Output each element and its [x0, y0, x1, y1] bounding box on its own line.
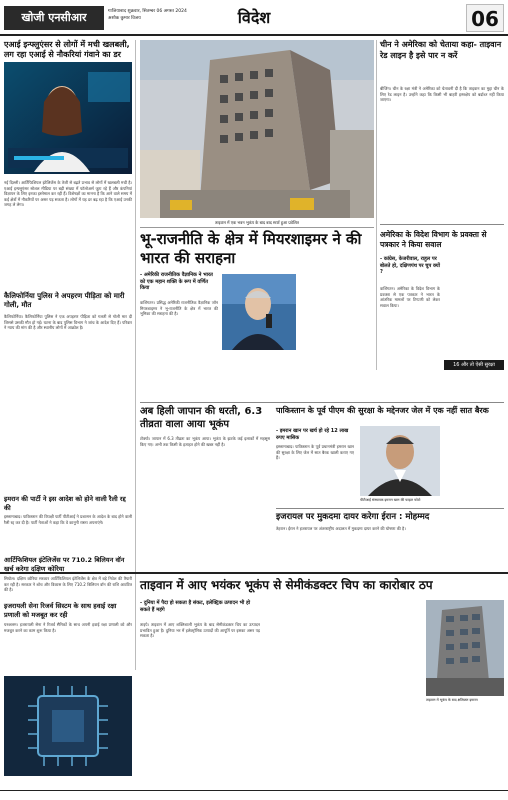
story-left-4-headline: आर्टिफिशियल इंटेलिजेंस पर 710.2 बिलियन वॉन खर्च करेगा दक्षिण कोरिया: [4, 556, 125, 573]
page-number: 06: [466, 4, 504, 32]
imran-photo: [360, 426, 440, 496]
story-left-1-body: नई दिल्ली। आर्टिफिशियल इंटेलिजेंस के तेजी से बढ़ते प्रभाव से लोगों में खलबली मची है। एआई इन्फ्लुएंसर सोशल मीडिया पर बड़ी संख्या में फॉलोअर्स जुटा रहे हैं और कंपनियां विज्ञापन के लिए इनका इस्तेमाल कर रही हैं। विशेषज्ञों का मानना है कि आने वाले समय में कई क्षेत्रों में नौकरियों पर असर पड़ सकता है। लोगों में यह डर बढ़ रहा है कि एआई उनकी जगह ले लेगा।: [4, 180, 132, 207]
story-israel-headline: इजरायल पर मुकदमा दायर करेगा ईरान : मोहम्मद: [276, 512, 430, 522]
dateline: [108, 8, 228, 22]
hero-quote: - अमेरिकी राजनीतिक वैज्ञानिक ने भारत को एक महान शक्ति के रूप में वर्णित किया: [140, 272, 213, 291]
left-column: [4, 40, 132, 600]
story-left-2-headline: कैलिफोर्निया पुलिस ने अपहरण पीड़िता को मारी गोली, मौत: [4, 292, 125, 309]
imran-photo-caption: पीटीआई संस्थापक इमरान खान की फाइल फोटो: [360, 498, 421, 502]
hero-body-col3: [222, 354, 296, 400]
section-title: विदेश: [237, 8, 271, 27]
story-right-1-headline: चीन ने अमेरिका को चेताया कहा- ताइवान रेड लाइन है इसे पार न करें: [380, 40, 502, 60]
story-right-1-body: बीजिंग। चीन के रक्षा मंत्री ने अमेरिका को चेतावनी दी है कि ताइवान का मुद्दा चीन के लिए रेड लाइन है। उन्होंने कहा कि किसी भी बाहरी हस्तक्षेप को बर्दाश्त नहीं किया जाएगा।: [380, 86, 504, 102]
israel-rule: [276, 508, 504, 509]
hero-body: वाशिंगटन। प्रसिद्ध अमेरिकी राजनीतिक वैज्ञानिक जॉन मियरशाइमर ने भू-राजनीति के क्षेत्र में भारत की भूमिका की सराहना की है।: [140, 300, 218, 316]
divider-right: [376, 40, 377, 370]
dateline-2: अशोक कुमार विजय: [108, 16, 141, 21]
story-quake-headline: अब हिली जापान की धरती, 6.3 तीव्रता वाला आया भूकंप: [140, 406, 263, 430]
story-israel-body: तेहरान। ईरान ने इजरायल पर अंतरराष्ट्रीय अदालत में मुकदमा दायर करने की घोषणा की है।: [276, 526, 406, 531]
bottom-body: ताइपे। ताइवान में आए शक्तिशाली भूकंप के बाद सेमीकंडक्टर चिप का उत्पादन प्रभावित हुआ है। दुनिया भर में इलेक्ट्रॉनिक उत्पादों की आपूर्ति पर इसका असर पड़ सकता है।: [140, 622, 260, 638]
side-link[interactable]: [444, 360, 504, 370]
hero-photo: [140, 40, 374, 218]
story-left-1-headline: एआई इन्फ्लुएंसर से लोगों में मची खलबली, लग रहा एआई से नौकरियां गंवाने का डर: [4, 40, 130, 59]
story-pak-body-col3: [444, 426, 504, 506]
bottom-rule: [0, 572, 508, 574]
story-left-3-headline: इमरान की पार्टी ने इस आदेश को होने वाली रैली रद्द की: [4, 495, 126, 512]
bottom-quote: - दुनिया में पैदा हो सकता है संकट, इलेक्ट्रिक उत्पादन भी हो सकते हैं महंगे: [140, 600, 251, 613]
side-link-text: 16 और तो ऐसी सुरक्षा: [453, 362, 495, 368]
masthead: [0, 0, 508, 36]
presenter-photo: [4, 62, 132, 174]
story-left-2-body: कैलिफोर्निया। कैलिफोर्निया पुलिस ने एक अपहरण पीड़िता को गलती से गोली मार दी जिससे उसकी मौत हो गई। घटना के बाद पुलिस विभाग ने जांच के आदेश दिए हैं। परिवार ने न्याय की मांग की है और स्थानीय लोगों में आक्रोश है।: [4, 314, 132, 330]
story-pak-headline: पाकिस्तान के पूर्व पीएम की सुरक्षा के मद्देनजर जेल में एक नहीं सात बैरक: [276, 406, 489, 415]
story-right-2-headline: अमेरिका के विदेश विभाग के प्रवक्ता से पत्रकार ने किया सवाल: [380, 230, 487, 249]
story-left-5-body: यरुशलम। इजरायली सेना ने रिजर्व सैनिकों के साथ अपनी हवाई रक्षा प्रणाली को और मजबूत करने का काम शुरू किया है।: [4, 622, 132, 633]
bottom-body-col2: [264, 600, 344, 772]
hero-headline: भू-राजनीति के क्षेत्र में मियरशाइमर ने की भारत की सराहना: [140, 230, 362, 267]
mearsheimer-photo: [222, 274, 296, 350]
story-right-2-quote: - कांग्रेस, केजरीवाल, राहुल पर बोलते हो, दक्षिणपंथ पर चुप क्यों ?: [380, 256, 440, 275]
paper-label-text: खोजी एनसीआर: [21, 11, 87, 24]
story-right-2-body-col2: [444, 256, 504, 356]
hero-photo-caption: ताइवान में एक भवन भूकंप के बाद बाद स्टार्ट हुआ प्रवेशित: [215, 220, 299, 225]
hero-headline-rule: [140, 227, 374, 228]
bottom-headline: ताइवान में आए भयंकर भूकंप से सेमीकंडक्टर चिप का कारोबार ठप: [140, 578, 433, 592]
paper-label: [4, 6, 104, 30]
bottom-photo-caption: ताइवान में भूकंप के बाद क्षतिग्रस्त इमारत: [426, 698, 478, 702]
story-quake-body: टोक्यो। जापान में 6.3 तीव्रता का भूकंप आया। भूकंप के झटके कई इलाकों में महसूस किए गए। अभी तक किसी के हताहत होने की खबर नहीं है।: [140, 436, 270, 447]
bottom-body-col3: [348, 600, 422, 772]
story-pak-body: इस्लामाबाद। पाकिस्तान के पूर्व प्रधानमंत्री इमरान खान की सुरक्षा के लिए जेल में सात बैरक खाली कराए गए हैं।: [276, 444, 354, 460]
dateline-1: गाजियाबाद शुक्रवार, सितम्बर 06 अगस्त 2024: [108, 9, 187, 14]
footer-rule: [0, 790, 508, 791]
mid-rule: [140, 402, 504, 403]
chip-photo: [4, 676, 132, 776]
divider-left: [135, 40, 136, 670]
masthead-rule: [0, 34, 508, 36]
story-pak-quote: - इमरान खान पर खर्च हो रहे 12 लाख रुपए मासिक: [276, 428, 349, 441]
story-left-3-body: इस्लामाबाद। पाकिस्तान की विपक्षी पार्टी पीटीआई ने प्रशासन के आदेश के बाद होने वाली रैली रद्द कर दी है। पार्टी नेताओं ने कहा कि वे कानूनी रास्ता अपनाएंगे।: [4, 514, 132, 525]
right-rule: [380, 224, 504, 225]
hero-body-col2: [300, 274, 374, 394]
story-left-5-headline: इजरायली सेना रिजर्व सिस्टम के साथ हवाई रक्षा प्रणाली को मजबूत कर रही: [4, 602, 117, 619]
story-right-2-body: वाशिंगटन। अमेरिका के विदेश विभाग के प्रवक्ता से एक पत्रकार ने भारत के आंतरिक मामलों पर टिप्पणी को लेकर सवाल किया।: [380, 286, 440, 308]
story-left-4-body: सियोल। दक्षिण कोरिया सरकार आर्टिफिशियल इंटेलिजेंस के क्षेत्र में बड़े निवेश की तैयारी कर रही है। सरकार ने शोध और विकास के लिए 710.2 बिलियन वॉन की राशि आवंटित की है।: [4, 576, 132, 592]
quake-building-photo: [426, 600, 504, 696]
